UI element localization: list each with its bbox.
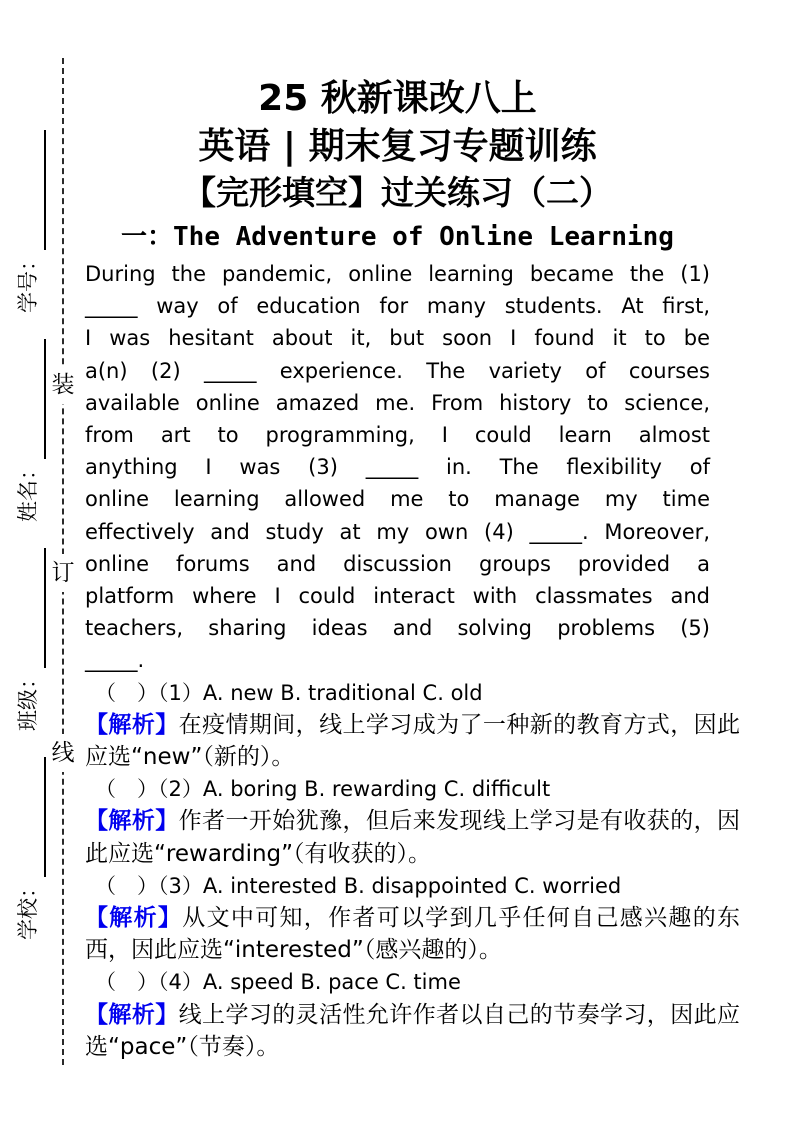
analysis-tag: 【解析】 — [85, 711, 179, 738]
name-blank-line — [16, 339, 46, 459]
passage-heading: 一：The Adventure of Online Learning — [121, 222, 674, 252]
passage-line: teachers, sharing ideas and solving problems (5) — [85, 616, 710, 641]
question-block-4 — [85, 966, 740, 1063]
school-field — [10, 757, 46, 940]
question-block-1 — [85, 677, 740, 774]
analysis-tag: 【解析】 — [85, 905, 183, 932]
cloze-passage — [85, 258, 710, 677]
passage-line: anything I was (3) _____ in. The flexibility of — [85, 455, 710, 480]
class-field — [10, 548, 46, 731]
question-block-3 — [85, 870, 740, 967]
document-title-line2: 英语 | 期末复习专题训练 — [198, 126, 597, 167]
passage-line: During the pandemic, online learning became the (1) — [85, 262, 710, 286]
school-blank-line — [16, 757, 46, 877]
passage-line: from art to programming, I could learn almost — [85, 423, 710, 448]
student-info-fields — [8, 178, 46, 940]
analysis-text: 作者一开始犹豫，但后来发现线上学习是有收获的，因此应选“rewarding”（有收获的）。 — [85, 808, 741, 867]
analysis-text: 线上学习的灵活性允许作者以自己的节奏学习，因此应选“pace”（节奏）。 — [85, 1001, 741, 1060]
class-label: 班级： — [16, 668, 40, 731]
binding-char-xian: 线 — [50, 734, 76, 772]
school-label: 学校： — [16, 877, 40, 940]
analysis-text: 在疫情期间，线上学习成为了一种新的教育方式，因此应选“new”（新的）。 — [85, 711, 741, 771]
analysis-text: 从文中可知，作者可以学到几乎任何自己感兴趣的东西，因此应选“interested”（感兴趣的）。 — [85, 905, 741, 964]
analysis-tag: 【解析】 — [85, 1001, 179, 1028]
student-id-label: 学号： — [16, 250, 40, 313]
question-block-2 — [85, 773, 740, 870]
question-3-analysis — [85, 902, 740, 966]
class-blank-line — [16, 548, 46, 668]
binding-char-ding: 订 — [50, 554, 76, 592]
name-field — [10, 339, 46, 522]
passage-line: _____. — [85, 648, 145, 673]
passage-line: available online amazed me. From history to science, — [85, 390, 710, 415]
question-4-options: （ ）（4）A. speed B. pace C. time — [95, 970, 461, 995]
question-1-options: （ ）（1）A. new B. traditional C. old — [95, 680, 483, 705]
name-label: 姓名： — [16, 459, 40, 522]
document-title-line1: 25 秋新课改八上 — [258, 78, 537, 119]
passage-line: I was hesitant about it, but soon I found it to be — [85, 326, 710, 351]
student-id-field — [10, 130, 46, 313]
passage-line: online forums and discussion groups provided a — [85, 551, 710, 576]
question-2-analysis — [85, 805, 740, 869]
question-1-analysis — [85, 709, 740, 773]
question-4-analysis — [85, 999, 740, 1063]
passage-line: a(n) (2) _____ experience. The variety of courses — [85, 358, 710, 383]
question-3-options: （ ）（3）A. interested B. disappointed C. worried — [95, 873, 622, 898]
passage-line: _____ way of education for many students. At first, — [85, 294, 710, 319]
document-title-line3: 【完形填空】过关练习（二） — [183, 173, 612, 212]
question-2-options: （ ）（2）A. boring B. rewarding C. difficult — [95, 777, 551, 802]
passage-line: platform where I could interact with classmates and — [85, 584, 710, 609]
main-content — [85, 74, 740, 1063]
binding-char-zhuang: 装 — [50, 366, 76, 404]
passage-line: effectively and study at my own (4) _____. Moreover, — [85, 519, 710, 544]
student-id-blank-line — [16, 130, 46, 250]
passage-line: online learning allowed me to manage my time — [85, 487, 710, 512]
analysis-tag: 【解析】 — [85, 808, 179, 835]
